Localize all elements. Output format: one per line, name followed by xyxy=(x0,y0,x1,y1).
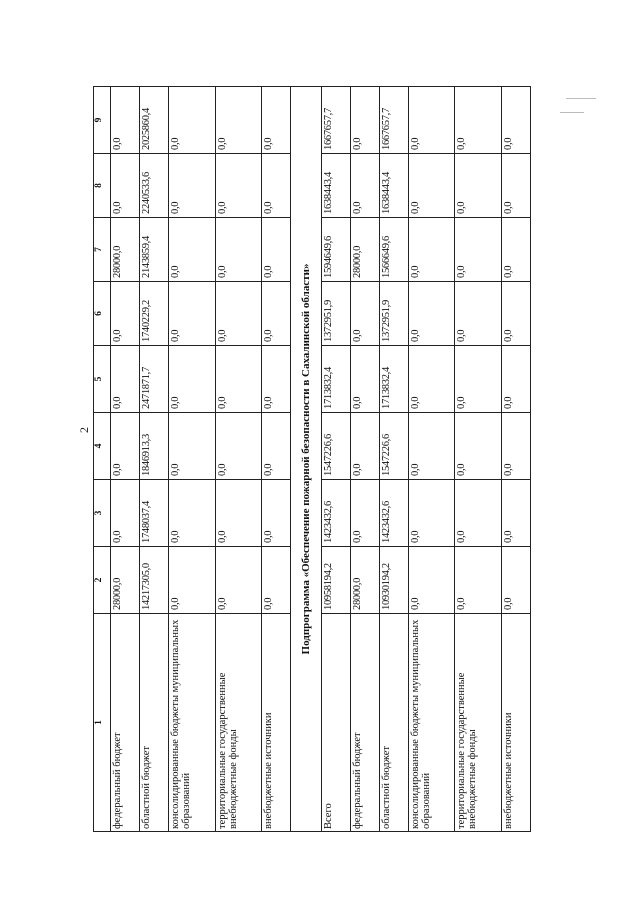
table-row xyxy=(501,87,530,832)
value-cell: 1748037,4 xyxy=(140,480,169,547)
value-cell: 0,0 xyxy=(111,480,140,547)
value-cell: 0,0 xyxy=(350,346,379,413)
value-cell: 1740229,2 xyxy=(140,282,169,346)
value-cell: 0,0 xyxy=(455,346,501,413)
row-label: федеральный бюджет xyxy=(111,614,140,832)
table-row xyxy=(169,87,215,832)
value-cell: 1372951,9 xyxy=(379,282,408,346)
value-cell: 2143859,4 xyxy=(140,218,169,282)
value-cell: 28000,0 xyxy=(111,547,140,614)
row-label: внебюджетные источники xyxy=(501,614,530,832)
value-cell: 0,0 xyxy=(455,218,501,282)
value-cell: 14217305,0 xyxy=(140,547,169,614)
table-row xyxy=(140,87,169,832)
value-cell: 2025860,4 xyxy=(140,87,169,154)
value-cell: 0,0 xyxy=(350,413,379,480)
scan-speck xyxy=(566,98,596,99)
value-cell: 0,0 xyxy=(455,480,501,547)
value-cell: 0,0 xyxy=(215,282,261,346)
value-cell: 0,0 xyxy=(111,282,140,346)
value-cell: 0,0 xyxy=(169,282,215,346)
header-cell: 1 xyxy=(94,614,111,832)
value-cell: 0,0 xyxy=(409,218,455,282)
scan-speck xyxy=(560,112,584,113)
value-cell: 0,0 xyxy=(501,154,530,218)
row-label: консолидированные бюджеты муниципальных образований xyxy=(409,614,455,832)
value-cell: 0,0 xyxy=(409,154,455,218)
value-cell: 0,0 xyxy=(262,547,291,614)
value-cell: 0,0 xyxy=(350,282,379,346)
value-cell: 0,0 xyxy=(409,282,455,346)
value-cell: 0,0 xyxy=(409,346,455,413)
page-number: 2 xyxy=(77,427,91,433)
rotated-table-container xyxy=(93,87,531,832)
value-cell: 0,0 xyxy=(169,346,215,413)
value-cell: 1423432,6 xyxy=(379,480,408,547)
value-cell: 0,0 xyxy=(350,480,379,547)
budget-table xyxy=(93,86,531,832)
value-cell: 28000,0 xyxy=(350,218,379,282)
value-cell: 0,0 xyxy=(501,87,530,154)
header-cell: 9 xyxy=(94,87,111,154)
value-cell: 2240533,6 xyxy=(140,154,169,218)
table-row xyxy=(350,87,379,832)
value-cell: 0,0 xyxy=(455,282,501,346)
value-cell: 1846913,3 xyxy=(140,413,169,480)
value-cell: 0,0 xyxy=(215,480,261,547)
value-cell: 0,0 xyxy=(169,547,215,614)
value-cell: 0,0 xyxy=(169,413,215,480)
row-label: внебюджетные источники xyxy=(262,614,291,832)
value-cell: 1372951,9 xyxy=(321,282,350,346)
value-cell: 0,0 xyxy=(501,413,530,480)
value-cell: 0,0 xyxy=(262,218,291,282)
value-cell: 0,0 xyxy=(169,154,215,218)
value-cell: 0,0 xyxy=(501,218,530,282)
header-cell: 8 xyxy=(94,154,111,218)
row-label: федеральный бюджет xyxy=(350,614,379,832)
value-cell: 0,0 xyxy=(215,547,261,614)
value-cell: 0,0 xyxy=(262,154,291,218)
value-cell: 0,0 xyxy=(501,282,530,346)
header-row xyxy=(94,87,111,832)
table-row xyxy=(409,87,455,832)
value-cell: 0,0 xyxy=(215,154,261,218)
value-cell: 1638443,4 xyxy=(379,154,408,218)
value-cell: 1667657,7 xyxy=(379,87,408,154)
value-cell: 0,0 xyxy=(501,547,530,614)
header-cell: 6 xyxy=(94,282,111,346)
value-cell: 28000,0 xyxy=(111,218,140,282)
value-cell: 0,0 xyxy=(262,346,291,413)
value-cell: 0,0 xyxy=(215,346,261,413)
value-cell: 0,0 xyxy=(169,480,215,547)
value-cell: 1713832,4 xyxy=(321,346,350,413)
row-label: территориальные государственные внебюджетные фонды xyxy=(455,614,501,832)
value-cell: 0,0 xyxy=(409,413,455,480)
value-cell: 2471871,7 xyxy=(140,346,169,413)
value-cell: 0,0 xyxy=(111,154,140,218)
value-cell: 1638443,4 xyxy=(321,154,350,218)
value-cell: 1566649,6 xyxy=(379,218,408,282)
header-cell: 4 xyxy=(94,413,111,480)
value-cell: 10958194,2 xyxy=(321,547,350,614)
value-cell: 0,0 xyxy=(409,547,455,614)
value-cell: 10930194,2 xyxy=(379,547,408,614)
value-cell: 1713832,4 xyxy=(379,346,408,413)
value-cell: 0,0 xyxy=(111,346,140,413)
table-row xyxy=(455,87,501,832)
value-cell: 0,0 xyxy=(262,413,291,480)
value-cell: 0,0 xyxy=(215,87,261,154)
value-cell: 0,0 xyxy=(455,154,501,218)
value-cell: 0,0 xyxy=(215,413,261,480)
subprogram-title-row xyxy=(291,87,321,832)
value-cell: 0,0 xyxy=(169,218,215,282)
table-row xyxy=(379,87,408,832)
table-row xyxy=(215,87,261,832)
value-cell: 0,0 xyxy=(215,218,261,282)
value-cell: 1423432,6 xyxy=(321,480,350,547)
row-label: областной бюджет xyxy=(140,614,169,832)
value-cell: 28000,0 xyxy=(350,547,379,614)
value-cell: 0,0 xyxy=(262,282,291,346)
value-cell: 0,0 xyxy=(350,154,379,218)
value-cell: 0,0 xyxy=(501,346,530,413)
value-cell: 0,0 xyxy=(455,547,501,614)
table-row xyxy=(321,87,350,832)
header-cell: 5 xyxy=(94,346,111,413)
value-cell: 0,0 xyxy=(455,413,501,480)
value-cell: 0,0 xyxy=(409,87,455,154)
row-label: консолидированные бюджеты муниципальных образований xyxy=(169,614,215,832)
header-cell: 3 xyxy=(94,480,111,547)
value-cell: 0,0 xyxy=(501,480,530,547)
table-row xyxy=(111,87,140,832)
value-cell: 0,0 xyxy=(455,87,501,154)
subprogram-title: Подпрограмма «Обеспечение пожарной безопасности в Сахалинской области» xyxy=(291,87,321,832)
value-cell: 1594649,6 xyxy=(321,218,350,282)
value-cell: 0,0 xyxy=(169,87,215,154)
row-label: областной бюджет xyxy=(379,614,408,832)
row-label: территориальные государственные внебюджетные фонды xyxy=(215,614,261,832)
header-cell: 7 xyxy=(94,218,111,282)
header-cell: 2 xyxy=(94,547,111,614)
table-row xyxy=(262,87,291,832)
value-cell: 0,0 xyxy=(262,87,291,154)
value-cell: 0,0 xyxy=(111,87,140,154)
value-cell: 0,0 xyxy=(262,480,291,547)
row-label: Всего xyxy=(321,614,350,832)
value-cell: 1547226,6 xyxy=(321,413,350,480)
value-cell: 0,0 xyxy=(350,87,379,154)
value-cell: 0,0 xyxy=(409,480,455,547)
value-cell: 0,0 xyxy=(111,413,140,480)
value-cell: 1547226,6 xyxy=(379,413,408,480)
value-cell: 1667657,7 xyxy=(321,87,350,154)
